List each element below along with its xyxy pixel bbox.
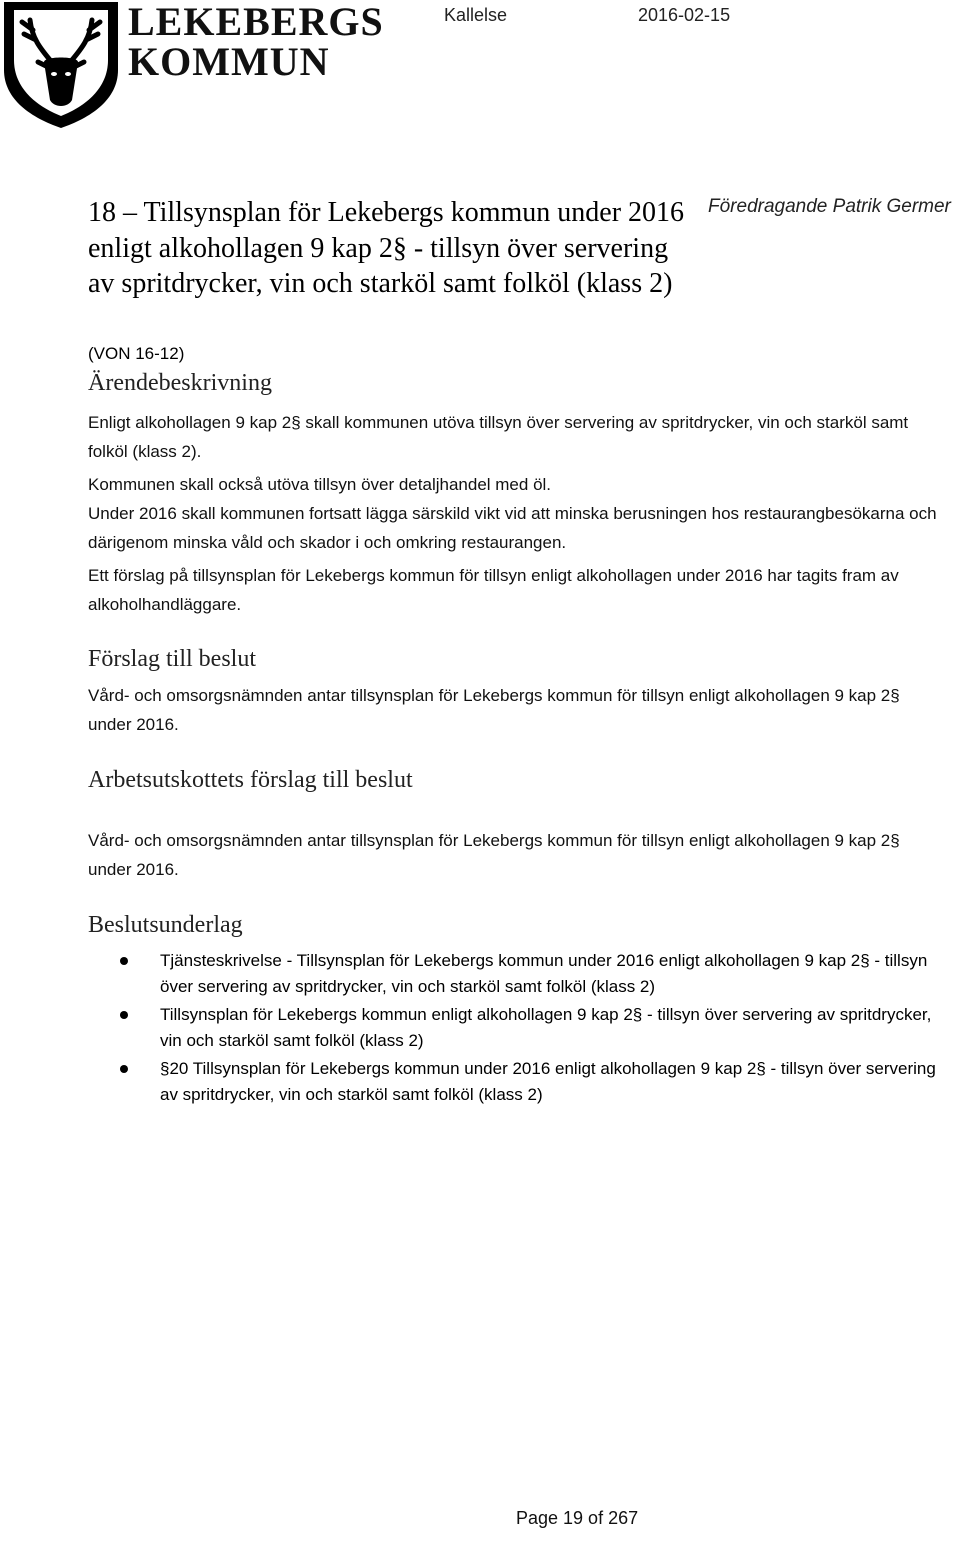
item-title: 18 – Tillsynsplan för Lekebergs kommun under 2016 enligt alkohollagen 9 kap 2§ - tillsyn över servering av spritdrycker, vin och starköl samt folköl (klass 2) — [88, 197, 685, 299]
list-item — [88, 948, 948, 1000]
basis-list — [88, 948, 948, 1110]
document-date: 2016-02-15 — [638, 5, 731, 25]
description-paragraph: Kommunen skall också utöva tillsyn över detaljhandel med öl. — [88, 475, 552, 494]
list-item — [88, 1056, 948, 1108]
description-heading: Ärendebeskrivning — [88, 370, 272, 396]
bullet-icon — [120, 1011, 128, 1019]
document-type: Kallelse — [444, 5, 508, 25]
list-item — [88, 1002, 948, 1054]
committee-text: Vård- och omsorgsnämnden antar tillsynsplan för Lekebergs kommun för tillsyn enligt alkohollagen 9 kap 2§ under 2016. — [88, 831, 900, 879]
basis-item-text: §20 Tillsynsplan för Lekebergs kommun under 2016 enligt alkohollagen 9 kap 2§ - tillsyn över servering av spritdrycker, vin och starköl samt folköl (klass 2) — [160, 1059, 936, 1104]
bullet-icon — [120, 1065, 128, 1073]
proposal-heading: Förslag till beslut — [88, 646, 256, 672]
proposal-text: Vård- och omsorgsnämnden antar tillsynsplan för Lekebergs kommun för tillsyn enligt alkohollagen 9 kap 2§ under 2016. — [88, 686, 900, 734]
basis-item-text: Tjänsteskrivelse - Tillsynsplan för Lekebergs kommun under 2016 enligt alkohollagen 9 kap 2§ - tillsyn över servering av spritdrycker, vin och starköl samt folköl (klass 2) — [160, 951, 928, 996]
description-paragraph: Enligt alkohollagen 9 kap 2§ skall kommunen utöva tillsyn över servering av spritdrycker, vin och starköl samt folköl (klass 2). — [88, 413, 909, 461]
description-paragraph: Ett förslag på tillsynsplan för Lekebergs kommun för tillsyn enligt alkohollagen under 2016 har tagits fram av alkoholhandläggare. — [88, 566, 899, 614]
committee-heading: Arbetsutskottets förslag till beslut — [88, 767, 413, 793]
logo-text-line2: KOMMUN — [128, 39, 330, 84]
page-number: Page 19 of 267 — [516, 1508, 639, 1528]
case-reference: (VON 16-12) — [88, 344, 185, 363]
bullet-icon — [120, 957, 128, 965]
description-paragraph: Under 2016 skall kommunen fortsatt lägga särskild vikt vid att minska berusningen hos restaurangbesökarna och därigenom minska våld och skador i och omkring restaurangen. — [88, 504, 937, 552]
presenter: Föredragande Patrik Germer — [708, 196, 951, 217]
deer-crest-icon — [0, 0, 122, 130]
municipality-logo — [0, 0, 384, 130]
basis-item-text: Tillsynsplan för Lekebergs kommun enligt alkohollagen 9 kap 2§ - tillsyn över servering av spritdrycker, vin och starköl samt folköl (klass 2) — [160, 1005, 932, 1050]
basis-heading: Beslutsunderlag — [88, 912, 243, 938]
logo-text-line1: LEKEBERGS — [128, 0, 384, 44]
